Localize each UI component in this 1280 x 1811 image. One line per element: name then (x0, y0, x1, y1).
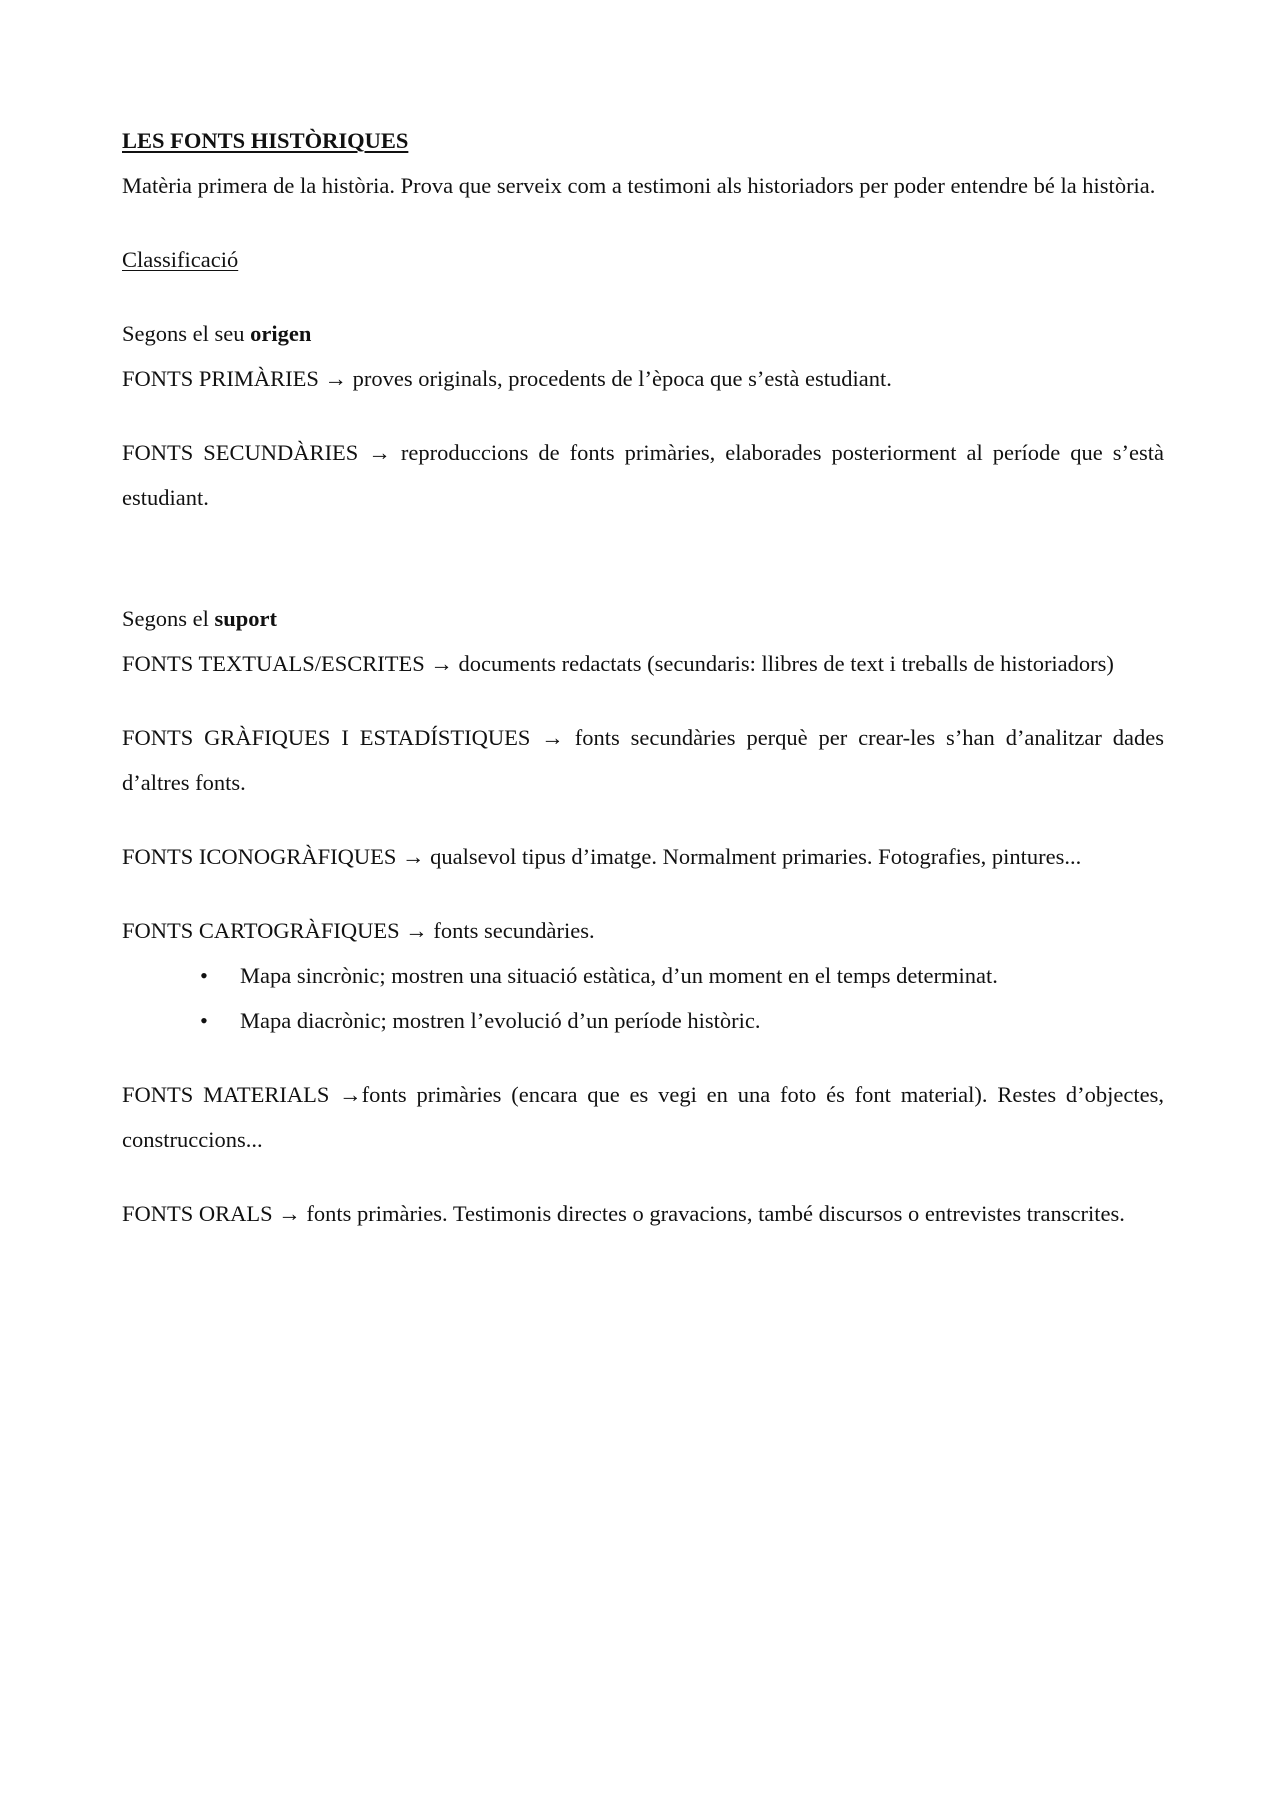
cartographic-sources-item: FONTS CARTOGRÀFIQUES → fonts secundàries. (122, 918, 595, 943)
spacer (122, 1043, 1164, 1072)
oral-sources-item: FONTS ORALS → fonts primàries. Testimonis directes o gravacions, també discursos o entrevistes transcrites. (122, 1201, 1125, 1226)
document-page (122, 118, 1164, 1236)
support-heading-bold: suport (214, 606, 278, 631)
spacer (122, 805, 1164, 834)
spacer (122, 520, 1164, 596)
intro-paragraph: Matèria primera de la història. Prova que serveix com a testimoni als historiadors per poder entendre bé la història. (122, 173, 1156, 198)
list-item (122, 998, 1164, 1043)
material-sources-item: FONTS MATERIALS →fonts primàries (encara que es vegi en una foto és font material). Restes d’objectes, construccions... (122, 1082, 1164, 1152)
textual-sources-item: FONTS TEXTUALS/ESCRITES → documents redactats (secundaris: llibres de text i treballs de historiadors) (122, 651, 1114, 676)
spacer (122, 686, 1164, 715)
list-item (122, 953, 1164, 998)
origin-heading-bold: origen (250, 321, 312, 346)
spacer (122, 208, 1164, 237)
spacer (122, 401, 1164, 430)
primary-sources-item: FONTS PRIMÀRIES → proves originals, procedents de l’època que s’està estudiant. (122, 366, 892, 391)
cartographic-bullet-list (122, 953, 1164, 1043)
bullet-text: Mapa sincrònic; mostren una situació estàtica, d’un moment en el temps determinat. (240, 963, 998, 988)
support-heading (122, 596, 1164, 641)
iconographic-sources-item: FONTS ICONOGRÀFIQUES → qualsevol tipus d’imatge. Normalment primaries. Fotografies, pintures... (122, 844, 1082, 869)
secondary-sources-item: FONTS SECUNDÀRIES → reproduccions de fonts primàries, elaborades posteriorment al període que s’està estudiant. (122, 440, 1164, 510)
bullet-icon: • (200, 963, 208, 988)
spacer (122, 879, 1164, 908)
origin-heading (122, 311, 1164, 356)
classification-heading (122, 237, 1164, 282)
document-title (122, 118, 1164, 163)
origin-heading-prefix: Segons el seu (122, 321, 251, 346)
classification-heading-text: Classificació (122, 247, 239, 272)
title-text: LES FONTS HISTÒRIQUES (122, 128, 409, 153)
bullet-text: Mapa diacrònic; mostren l’evolució d’un període històric. (240, 1008, 761, 1033)
spacer (122, 1162, 1164, 1191)
bullet-icon: • (200, 1008, 208, 1033)
spacer (122, 282, 1164, 311)
support-heading-prefix: Segons el (122, 606, 215, 631)
graphic-sources-item: FONTS GRÀFIQUES I ESTADÍSTIQUES → fonts secundàries perquè per crear-les s’han d’analitzar dades d’altres fonts. (122, 725, 1164, 795)
